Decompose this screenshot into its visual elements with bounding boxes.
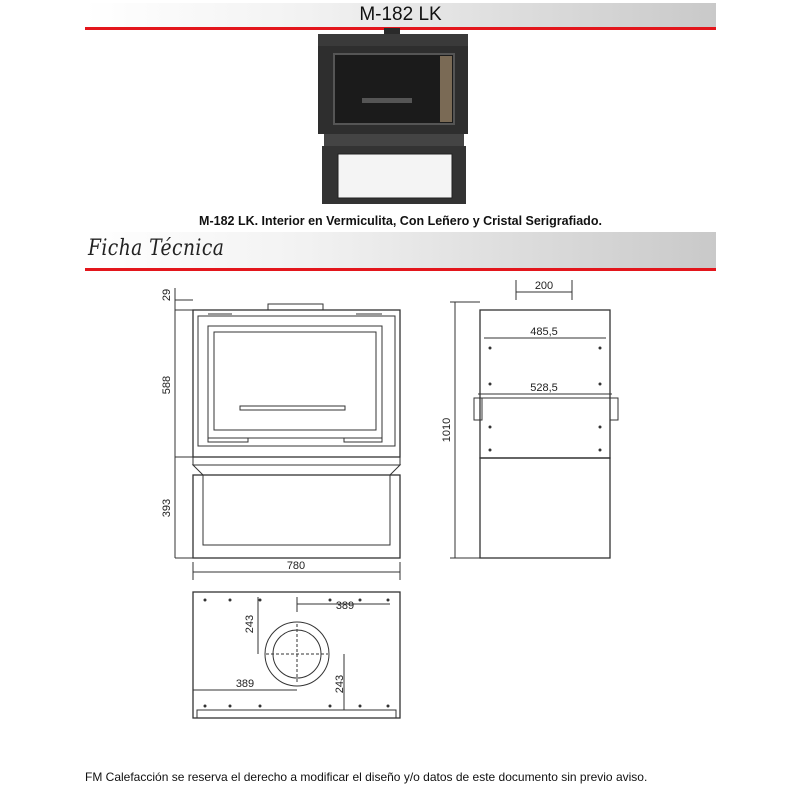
side-dim-lower-depth: 528,5 (530, 382, 558, 394)
side-dim-flue-width: 200 (534, 280, 554, 292)
side-dim-total-height: 1010 (441, 417, 453, 443)
front-view (175, 288, 400, 580)
footer-disclaimer: FM Calefacción se reserva el derecho a modificar el diseño y/o datos de este documento sin previo aviso. (85, 770, 648, 784)
plan-view (193, 592, 400, 718)
plan-dim-x-top: 389 (335, 600, 355, 612)
plan-dim-y-bottom: 243 (334, 674, 346, 694)
plan-dim-y-top: 243 (244, 614, 256, 634)
side-dim-upper-depth: 485,5 (530, 326, 558, 338)
front-dim-top: 29 (161, 288, 173, 302)
product-title: M-182 LK (359, 4, 442, 25)
front-dim-firebox-height: 588 (161, 375, 173, 395)
side-bolts (489, 347, 602, 452)
plan-dim-x-bottom: 389 (235, 678, 255, 690)
plan-bolts (204, 599, 390, 708)
front-dim-width: 780 (286, 560, 306, 572)
section-title: Ficha Técnica (88, 236, 225, 261)
front-dim-base-height: 393 (161, 498, 173, 518)
photo-caption: M-182 LK. Interior en Vermiculita, Con Leñero y Cristal Serigrafiado. (199, 214, 602, 228)
side-view (450, 280, 618, 558)
